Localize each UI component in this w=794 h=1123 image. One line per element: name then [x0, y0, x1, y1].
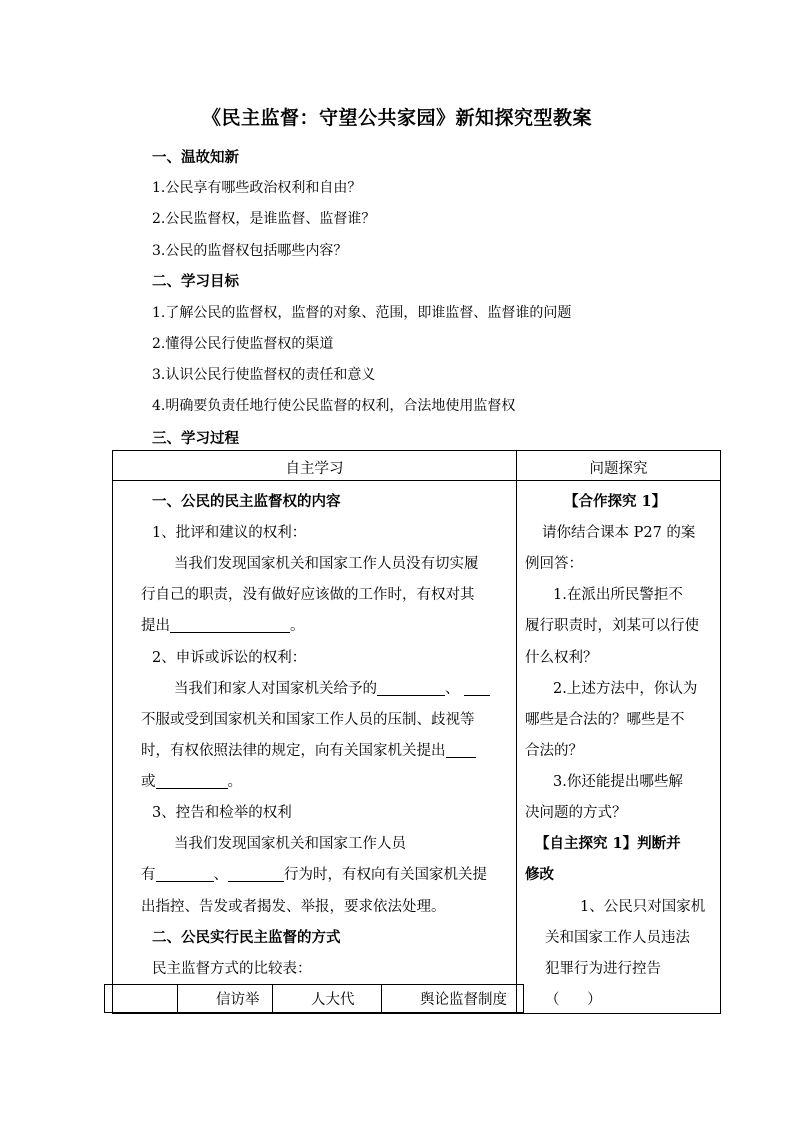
inquiry-line: 哪些是合法的？哪些是不 — [525, 712, 685, 728]
inquiry-line: 犯罪行为进行控告 — [545, 961, 661, 977]
paragraph-line: 行自己的职责，没有做好应该做的工作时，有权对其 — [141, 587, 475, 603]
compare-divider — [104, 984, 105, 1013]
text-fragment: 提出 — [141, 618, 170, 634]
compare-header-cell: 舆论监督制度 — [420, 992, 507, 1008]
paragraph-line — [141, 863, 487, 884]
paragraph-line: 当我们发现国家机关和国家工作人员 — [174, 836, 406, 852]
column-header-self-study: 自主学习 — [285, 461, 344, 477]
fill-in-blank[interactable] — [156, 866, 214, 882]
review-item: 2.公民监督权，是谁监督、监督谁？ — [152, 211, 376, 227]
paragraph-line — [141, 739, 476, 760]
column-header-inquiry: 问题探究 — [589, 461, 648, 477]
page-title: 《民主监督：守望公共家园》新知探究型教案 — [201, 107, 592, 129]
table-column-divider — [516, 450, 517, 1014]
inquiry-line: 关和国家工作人员违法 — [545, 930, 690, 946]
inquiry-line: 1.在派出所民警拒不 — [553, 587, 683, 603]
compare-border-top — [104, 984, 524, 985]
subsection-heading: 一、公民的民主监督权的内容 — [152, 493, 341, 510]
goal-item: 4.明确要负责任地行使公民监督的权利，合法地使用监督权 — [152, 398, 516, 414]
compare-divider — [523, 984, 524, 1013]
review-item: 1.公民享有哪些政治权利和自由？ — [152, 180, 362, 196]
table-border-bottom — [112, 1013, 721, 1014]
text-fragment: 时，有权依照法律的规定，向有关国家机关提出 — [141, 743, 446, 759]
inquiry-line: 请你结合课本 P27 的案 — [542, 525, 696, 541]
table-border-top — [112, 450, 721, 451]
inquiry-line: 1、公民只对国家机 — [580, 899, 706, 915]
text-fragment: 、 — [213, 867, 228, 883]
right-item-heading: 1、批评和建议的权利： — [152, 525, 307, 541]
self-inquiry-title: 修改 — [525, 866, 554, 883]
table-border-right — [720, 450, 721, 1014]
paragraph-line — [141, 770, 242, 791]
fill-in-blank[interactable] — [446, 742, 476, 758]
inquiry-line: 什么权利？ — [525, 650, 598, 666]
inquiry-line: 例回答： — [525, 556, 583, 572]
text-fragment: 或 — [141, 774, 156, 790]
paragraph-line — [141, 614, 305, 635]
fill-in-blank[interactable] — [464, 680, 490, 696]
inquiry-line: 2.上述方法中，你认为 — [553, 681, 698, 697]
table-header-divider — [112, 480, 721, 481]
fill-in-blank[interactable] — [156, 773, 228, 789]
text-fragment: 有 — [141, 867, 156, 883]
compare-header-cell: 人大代 — [311, 992, 355, 1008]
paragraph-line: 当我们发现国家机关和国家工作人员没有切实履 — [174, 556, 479, 572]
inquiry-line: 决问题的方式？ — [525, 805, 627, 821]
answer-bracket[interactable]: （ ） — [545, 992, 602, 1008]
compare-divider — [177, 984, 178, 1013]
goal-item: 3.认识公民行使监督权的责任和意义 — [152, 367, 376, 383]
section-heading-review: 一、温故知新 — [152, 149, 239, 166]
cooperative-inquiry-title: 【合作探究 1】 — [564, 493, 667, 510]
compare-header-cell: 信访举 — [216, 992, 260, 1008]
subsection-heading: 二、公民实行民主监督的方式 — [152, 929, 341, 946]
paragraph-line — [174, 677, 490, 698]
right-item-heading: 2、申诉或诉讼的权利： — [152, 650, 307, 666]
inquiry-line: 履行职责时，刘某可以行使 — [525, 618, 699, 634]
fill-in-blank[interactable] — [377, 680, 445, 696]
section-heading-process: 三、学习过程 — [152, 430, 239, 447]
review-item: 3.公民的监督权包括哪些内容？ — [152, 243, 348, 259]
text-fragment: 行为时，有权向有关国家机关提 — [284, 867, 487, 883]
compare-border-bottom — [104, 1012, 524, 1013]
text-fragment: 。 — [227, 774, 242, 790]
text-fragment: 当我们和家人对国家机关给予的 — [174, 681, 377, 697]
fill-in-blank[interactable] — [228, 866, 284, 882]
paragraph-line: 不服或受到国家机关和国家工作人员的压制、歧视等 — [141, 712, 475, 728]
fill-in-blank[interactable] — [170, 617, 290, 633]
section-heading-goals: 二、学习目标 — [152, 273, 239, 290]
paragraph-line: 民主监督方式的比较表： — [152, 961, 312, 977]
compare-divider — [381, 984, 382, 1013]
right-item-heading: 3、控告和检举的权利 — [152, 805, 292, 821]
compare-divider — [272, 984, 273, 1013]
paragraph-line: 出指控、告发或者揭发、举报，要求依法处理。 — [141, 899, 446, 915]
table-border-left — [112, 450, 113, 1014]
inquiry-line: 合法的？ — [525, 743, 583, 759]
text-fragment: 、 — [445, 681, 460, 697]
goal-item: 2.懂得公民行使监督权的渠道 — [152, 336, 334, 352]
goal-item: 1.了解公民的监督权，监督的对象、范围，即谁监督、监督谁的问题 — [152, 305, 572, 321]
self-inquiry-title: 【自主探究 1】判断并 — [535, 835, 681, 852]
inquiry-line: 3.你还能提出哪些解 — [553, 774, 683, 790]
text-fragment: 。 — [290, 618, 305, 634]
